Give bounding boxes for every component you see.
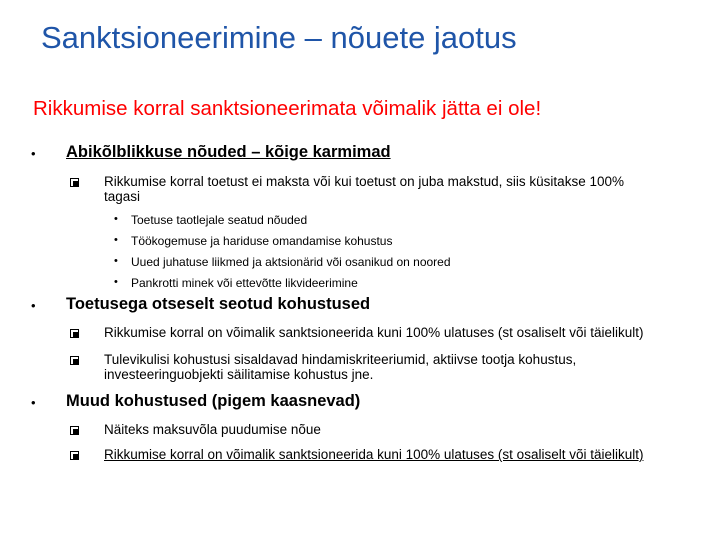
checkbox-square-icon: [70, 178, 79, 187]
list-item: [104, 174, 624, 204]
checkbox-square-icon: [70, 426, 79, 435]
bullet-marker: •: [114, 255, 118, 267]
checkbox-square-icon: [70, 356, 79, 365]
list-item: Rikkumise korral on võimalik sanktsioneerida kuni 100% ulatuses (st osaliselt või täielikult): [104, 325, 644, 340]
list-item-line-2: investeeringuobjekti säilitamise kohustus jne.: [104, 367, 374, 382]
list-item-line-1: Tulevikulisi kohustusi sisaldavad hindamiskriteeriumid, aktiivse tootja kohustus,: [104, 352, 577, 367]
bullet-marker: •: [114, 213, 118, 225]
sub-list-item: Toetuse taotlejale seatud nõuded: [131, 213, 308, 227]
bullet-marker: •: [31, 298, 36, 313]
slide-title: Sanktsioneerimine – nõuete jaotus: [41, 20, 517, 55]
bullet-marker: •: [114, 276, 118, 288]
bullet-marker: •: [31, 395, 36, 410]
list-item-line-2: tagasi: [104, 189, 141, 204]
sub-list-item: Uued juhatuse liikmed ja aktsionärid või osanikud on noored: [131, 255, 451, 269]
list-item: [104, 352, 576, 382]
list-item: Näiteks maksuvõla puudumise nõue: [104, 422, 321, 437]
list-item: Rikkumise korral on võimalik sanktsioneerida kuni 100% ulatuses (st osaliselt või täielikult): [104, 447, 644, 462]
section-heading-1: Abikõlblikkuse nõuded – kõige karmimad: [66, 143, 391, 161]
section-heading-3: Muud kohustused (pigem kaasnevad): [66, 392, 361, 410]
slide-subtitle: Rikkumise korral sanktsioneerimata võimalik jätta ei ole!: [33, 97, 542, 120]
bullet-marker: •: [114, 234, 118, 246]
section-heading-2: Toetusega otseselt seotud kohustused: [66, 295, 371, 313]
sub-list-item: Töökogemuse ja hariduse omandamise kohustus: [131, 234, 393, 248]
checkbox-square-icon: [70, 329, 79, 338]
bullet-marker: •: [31, 146, 36, 161]
sub-list-item: Pankrotti minek või ettevõtte likvideerimine: [131, 276, 358, 290]
checkbox-square-icon: [70, 451, 79, 460]
list-item-line-1: Rikkumise korral toetust ei maksta või kui toetust on juba makstud, siis küsitakse 100%: [104, 174, 624, 189]
